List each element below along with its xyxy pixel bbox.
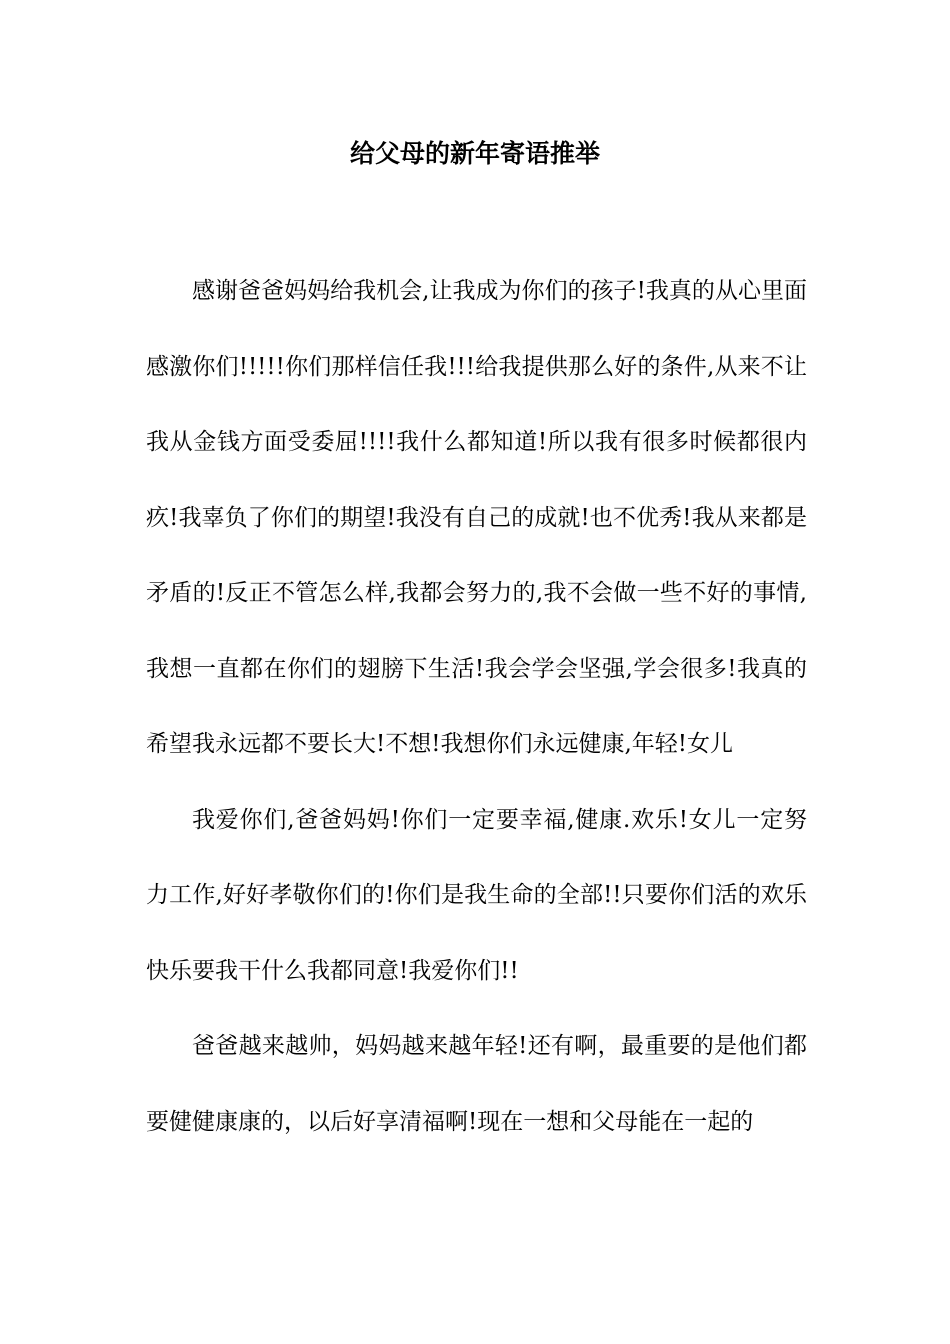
paragraph-1: 感谢爸爸妈妈给我机会,让我成为你们的孩子!我真的从心里面感激你们!!!!!你们那样信任我!!!给我提供那么好的条件,从来不让我从金钱方面受委屈!!!!我什么都知道!所以我有很多时候都很内疚!我辜负了你们的期望!我没有自己的成就!也不优秀!我从来都是矛盾的!反正不管怎么样,我都会努力的,我不会做一些不好的事情,我想一直都在你们的翅膀下生活!我会学会坚强,学会很多!我真的希望我永远都不要长大!不想!我想你们永远健康,年轻!女儿 — [146, 278, 807, 757]
paragraph-3: 爸爸越来越帅，妈妈越来越年轻!还有啊，最重要的是他们都要健健康康的，以后好享清福啊!现在一想和父母能在一起的 — [146, 1033, 807, 1135]
document-title: 给父母的新年寄语推举 — [349, 139, 600, 168]
document-body — [146, 254, 807, 1160]
paragraph-2: 我爱你们,爸爸妈妈!你们一定要幸福,健康.欢乐!女儿一定努力工作,好好孝敬你们的!你们是我生命的全部!!只要你们活的欢乐快乐要我干什么我都同意!我爱你们!! — [146, 806, 807, 984]
